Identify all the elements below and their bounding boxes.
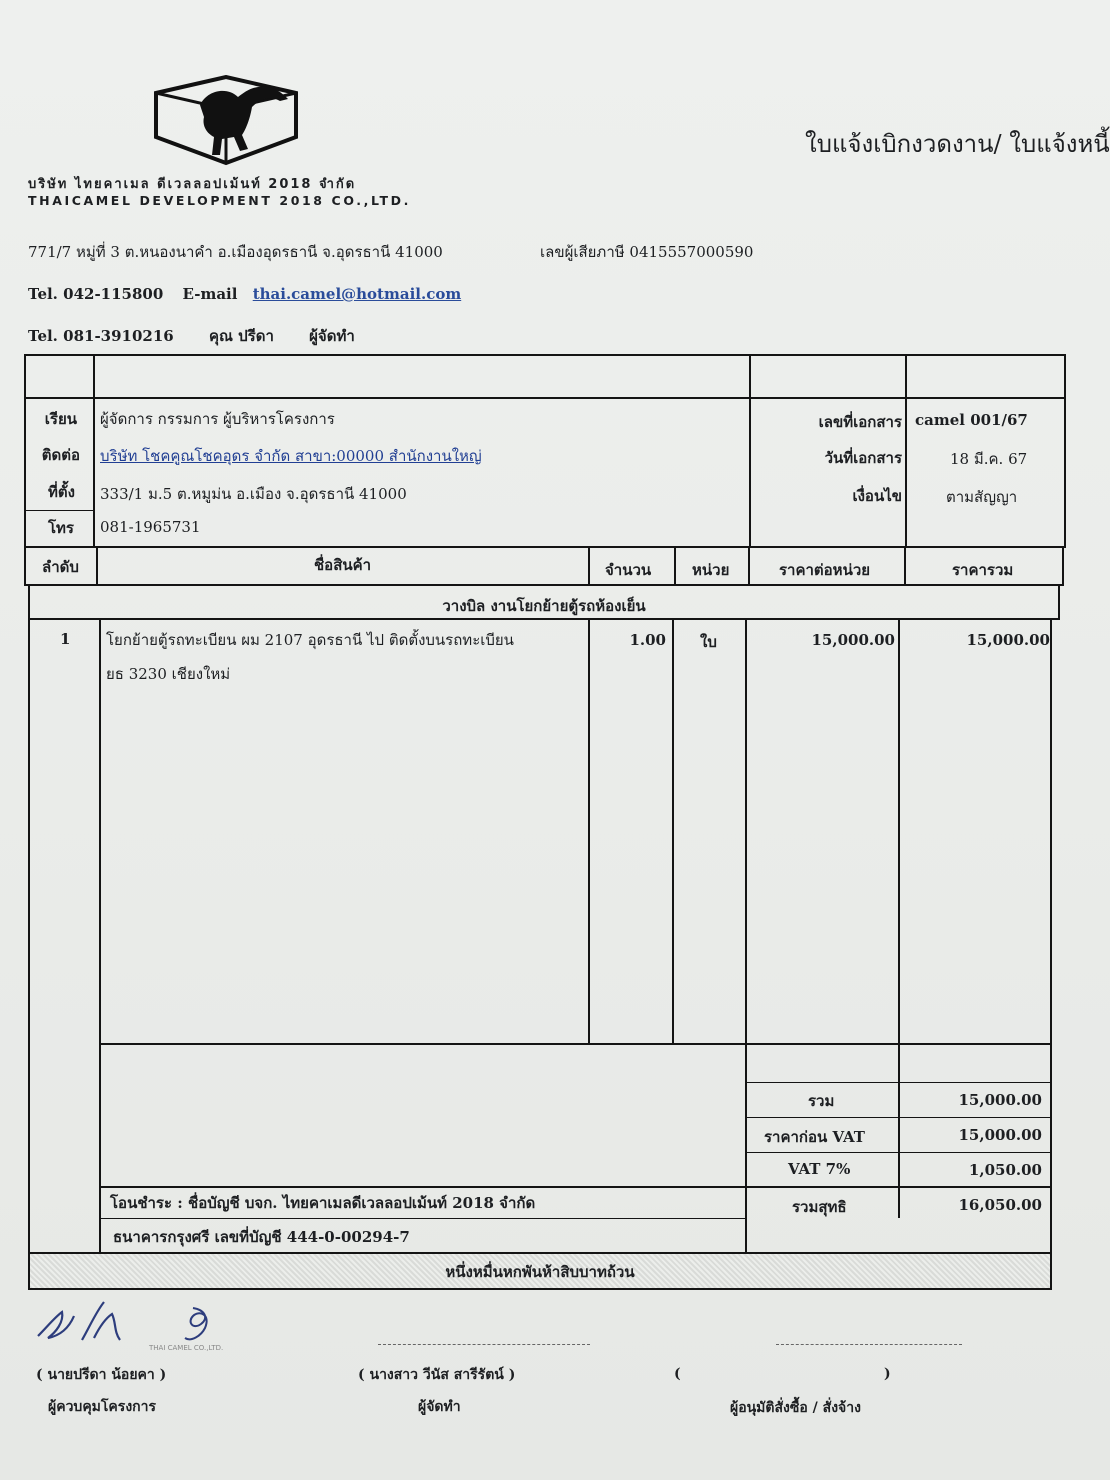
phone-label: โทร [47,519,74,537]
company-address: 771/7 หมู่ที่ 3 ต.หนองนาคำ อ.เมืองอุดรธานี จ.อุดรธานี 41000 [28,243,443,261]
pre-vat-label: ราคาก่อน VAT [764,1128,865,1146]
divider [99,1218,745,1219]
section-title: วางบิล งานโยกย้ายตู้รถห้องเย็น [442,597,646,615]
stamp-text: THAI CAMEL CO.,LTD. [149,1344,224,1352]
col-header-amount: ราคารวม [952,561,1014,579]
address-label: ที่ตั้ง [48,483,75,501]
contact-person-line [28,324,385,348]
doc-date: 18 มี.ค. 67 [950,450,1028,468]
divider [588,618,590,1045]
sum-value: 15,000.00 [958,1091,1042,1109]
net-value: 16,050.00 [958,1196,1042,1214]
divider [96,546,98,586]
divider [672,618,674,1045]
divider [745,1082,1051,1083]
divider [745,618,747,1252]
contact-role: ผู้จัดทำ [309,327,355,345]
signer-1-role: ผู้ควบคุมโครงการ [48,1399,157,1415]
signer-2-role: ผู้จัดทำ [418,1399,461,1415]
divider [904,546,906,586]
divider [24,397,1066,399]
divider [749,354,751,548]
divider [745,1117,1051,1118]
doc-terms-label: เงื่อนไข [852,487,902,505]
col-header-no: ลำดับ [42,558,79,576]
amount-in-words: หนึ่งหมื่นหกพันห้าสิบบาทถ้วน [445,1263,635,1281]
col-header-unit-price: ราคาต่อหน่วย [779,561,871,579]
doc-no-label: เลขที่เอกสาร [818,413,902,431]
company-tel2: Tel. 081-3910216 [28,327,174,345]
divider [674,546,676,586]
signer-2-name: ( นางสาว วีนัส สารีรัตน์ ) [358,1367,516,1383]
company-email-link[interactable]: thai.camel@hotmail.com [252,285,462,303]
customer-attn: ผู้จัดการ กรรมการ ผู้บริหารโครงการ [100,410,335,428]
row-desc-line2: ยธ 3230 เชียงใหม่ [106,665,231,683]
payment-bank: ธนาคารกรุงศรี เลขที่บัญชี 444-0-00294-7 [113,1228,410,1246]
divider [748,546,750,586]
divider [905,354,907,548]
company-name-en: THAICAMEL DEVELOPMENT 2018 CO.,LTD. [28,193,411,208]
row-no: 1 [60,630,71,648]
col-header-unit: หน่วย [692,561,730,579]
divider [99,1043,1051,1045]
row-amount: 15,000.00 [966,631,1050,649]
company-name-th: บริษัท ไทยคาเมล ดีเวลลอปเม้นท์ 2018 จำกัด [28,177,357,192]
table-header [24,546,1064,586]
signature-line-3 [776,1344,962,1345]
col-header-item: ชื่อสินค้า [314,556,372,574]
vat-label: VAT 7% [788,1160,851,1178]
divider [99,618,101,1252]
row-desc-line1: โยกย้ายตู้รถทะเบียน ผม 2107 อุดรธานี ไป ติดตั้งบนรถทะเบียน [106,631,514,649]
signer-3-name-close: ) [884,1366,891,1382]
company-tax-id: เลขผู้เสียภาษี 0415557000590 [540,243,754,261]
attn-label: เรียน [44,410,77,428]
row-unit: ใบ [700,633,717,651]
pre-vat-value: 15,000.00 [958,1126,1042,1144]
company-stamp [145,1302,245,1354]
payment-account: โอนชำระ : ชื่อบัญชี บจก. ไทยคาเมลดีเวลลอปเม้นท์ 2018 จำกัด [110,1194,536,1212]
contact-label: ติดต่อ [41,446,80,464]
divider [745,1152,1051,1153]
customer-company-link[interactable]: บริษัท โชคคูณโชคอุดร จำกัด สาขา:00000 สำนักงานใหญ่ [100,447,482,465]
signer-3-name-open: ( [674,1366,681,1382]
signature-1 [34,1296,134,1348]
vat-value: 1,050.00 [968,1161,1042,1179]
company-contact-line [28,285,461,303]
sum-label: รวม [808,1092,835,1110]
doc-terms: ตามสัญญา [946,488,1018,506]
divider [24,510,94,511]
doc-date-label: วันที่เอกสาร [824,449,902,467]
email-label: E-mail [182,285,238,303]
signer-1-name: ( นายปรีดา น้อยคา ) [36,1367,167,1383]
net-label: รวมสุทธิ [792,1198,847,1216]
row-unit-price: 15,000.00 [811,631,895,649]
signer-3-role: ผู้อนุมัติสั่งซื้อ / สั่งจ้าง [730,1400,861,1416]
customer-address: 333/1 ม.5 ต.หมูม่น อ.เมือง จ.อุดรธานี 41000 [100,485,407,503]
divider [93,354,95,548]
company-logo [150,75,302,167]
document-title: ใบแจ้งเบิกงวดงาน/ ใบแจ้งหนี้ [805,130,1110,158]
divider [898,618,900,1218]
company-tel: Tel. 042-115800 [28,285,164,303]
customer-phone: 081-1965731 [100,518,201,536]
col-header-qty: จำนวน [605,561,652,579]
divider [588,546,590,586]
doc-no: camel 001/67 [915,411,1028,429]
divider [99,1186,1051,1188]
signature-line-2 [378,1344,590,1345]
contact-person: คุณ ปรีดา [208,327,274,345]
row-qty: 1.00 [629,631,666,649]
